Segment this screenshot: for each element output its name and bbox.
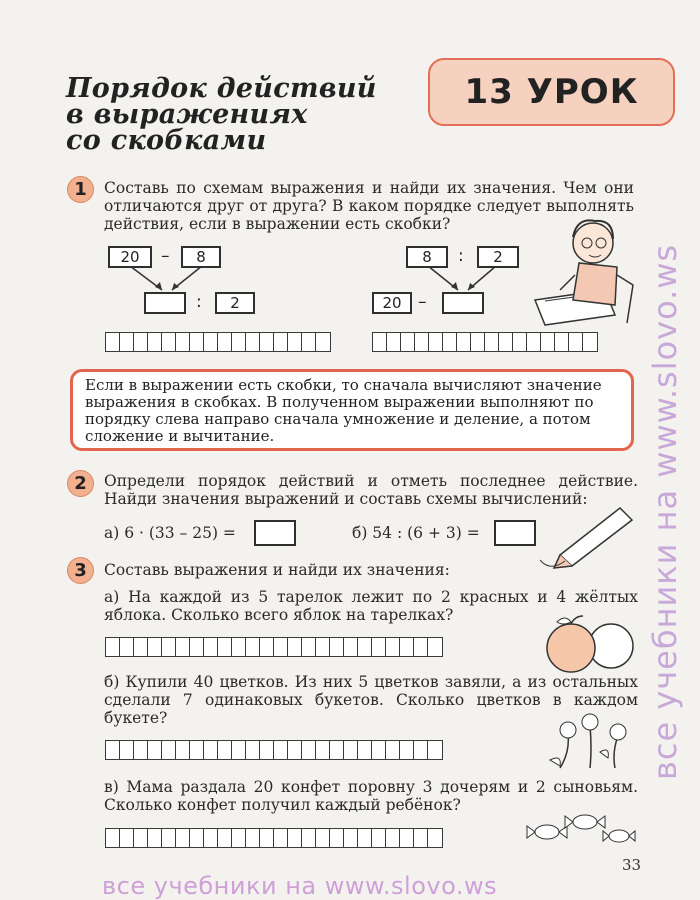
title-line-2: в выражениях xyxy=(66,99,308,130)
task-1-answer-grid-left[interactable] xyxy=(105,332,331,352)
page-title xyxy=(66,73,406,156)
task-2-answer-a[interactable] xyxy=(254,520,296,546)
scheme-left-result-box xyxy=(144,292,186,314)
boy-reading-illustration xyxy=(515,205,640,335)
task-1-number: 1 xyxy=(67,176,94,203)
scheme-left-op-2: : xyxy=(196,292,202,312)
scheme-left-box-b: 8 xyxy=(181,246,221,268)
flowers-illustration xyxy=(540,712,635,772)
scheme-right-box-c: 20 xyxy=(372,292,412,314)
title-line-3: со скобками xyxy=(66,125,267,156)
pencil-icon xyxy=(540,500,640,570)
scheme-right-box-b: 2 xyxy=(477,246,519,268)
scheme-right-result-box xyxy=(442,292,484,314)
task-1-text: Составь по схемам выражения и найди их значения. Чем они отличаются друг от друга? В каком порядке следует выполнять действия, если в выражении есть скобки? xyxy=(104,179,634,233)
candies-illustration xyxy=(525,808,637,848)
scheme-left-op-1: – xyxy=(161,246,170,266)
task-3-part-a: а) На каждой из 5 тарелок лежит по 2 красных и 4 жёлтых яблока. Сколько всего яблок на тарелках? xyxy=(104,588,638,624)
task-2-expr-a: а) 6 · (33 – 25) = xyxy=(104,524,236,542)
scheme-left-box-a: 20 xyxy=(108,246,152,268)
rule-text: Если в выражении есть скобки, то сначала вычисляют значение выражения в скобках. В полученном выражении выполняют по порядку слева направо сначала умножение и деление, а потом сложение и вычитание. xyxy=(85,376,602,445)
task-2-number: 2 xyxy=(67,470,94,497)
lesson-badge xyxy=(428,58,675,126)
task-2-expr-b: б) 54 : (6 + 3) = xyxy=(352,524,480,542)
rule-box xyxy=(70,369,634,451)
task-3b-answer-grid[interactable] xyxy=(105,740,443,760)
watermark-bottom: все учебники на www.slovo.ws xyxy=(102,872,498,900)
page-number: 33 xyxy=(622,856,642,874)
task-1-answer-grid-right[interactable] xyxy=(372,332,598,352)
lesson-badge-label: 13 УРОК xyxy=(464,72,639,112)
task-2-text: Определи порядок действий и отметь последнее действие. Найди значения выражений и составь схемы вычислений: xyxy=(104,472,638,508)
task-3a-answer-grid[interactable] xyxy=(105,637,443,657)
task-3-part-b: б) Купили 40 цветков. Из них 5 цветков завяли, а из остальных сделали 7 одинаковых букетов. Сколько цветков в каждом букете? xyxy=(104,673,638,727)
scheme-right-op-1: : xyxy=(458,246,464,266)
task-3c-answer-grid[interactable] xyxy=(105,828,443,848)
task-3-number: 3 xyxy=(67,557,94,584)
title-line-1: Порядок действий xyxy=(66,73,377,104)
task-3-text: Составь выражения и найди их значения: xyxy=(104,561,450,579)
apples-illustration xyxy=(535,612,635,674)
task-2-answer-b[interactable] xyxy=(494,520,536,546)
scheme-left-box-c: 2 xyxy=(215,292,255,314)
scheme-right-box-a: 8 xyxy=(406,246,448,268)
scheme-right-op-2: – xyxy=(418,292,427,312)
task-3-part-c: в) Мама раздала 20 конфет поровну 3 дочерям и 2 сыновьям. Сколько конфет получил каждый ребёнок? xyxy=(104,778,638,814)
watermark-vertical: все учебники на www.slovo.ws xyxy=(646,243,684,780)
